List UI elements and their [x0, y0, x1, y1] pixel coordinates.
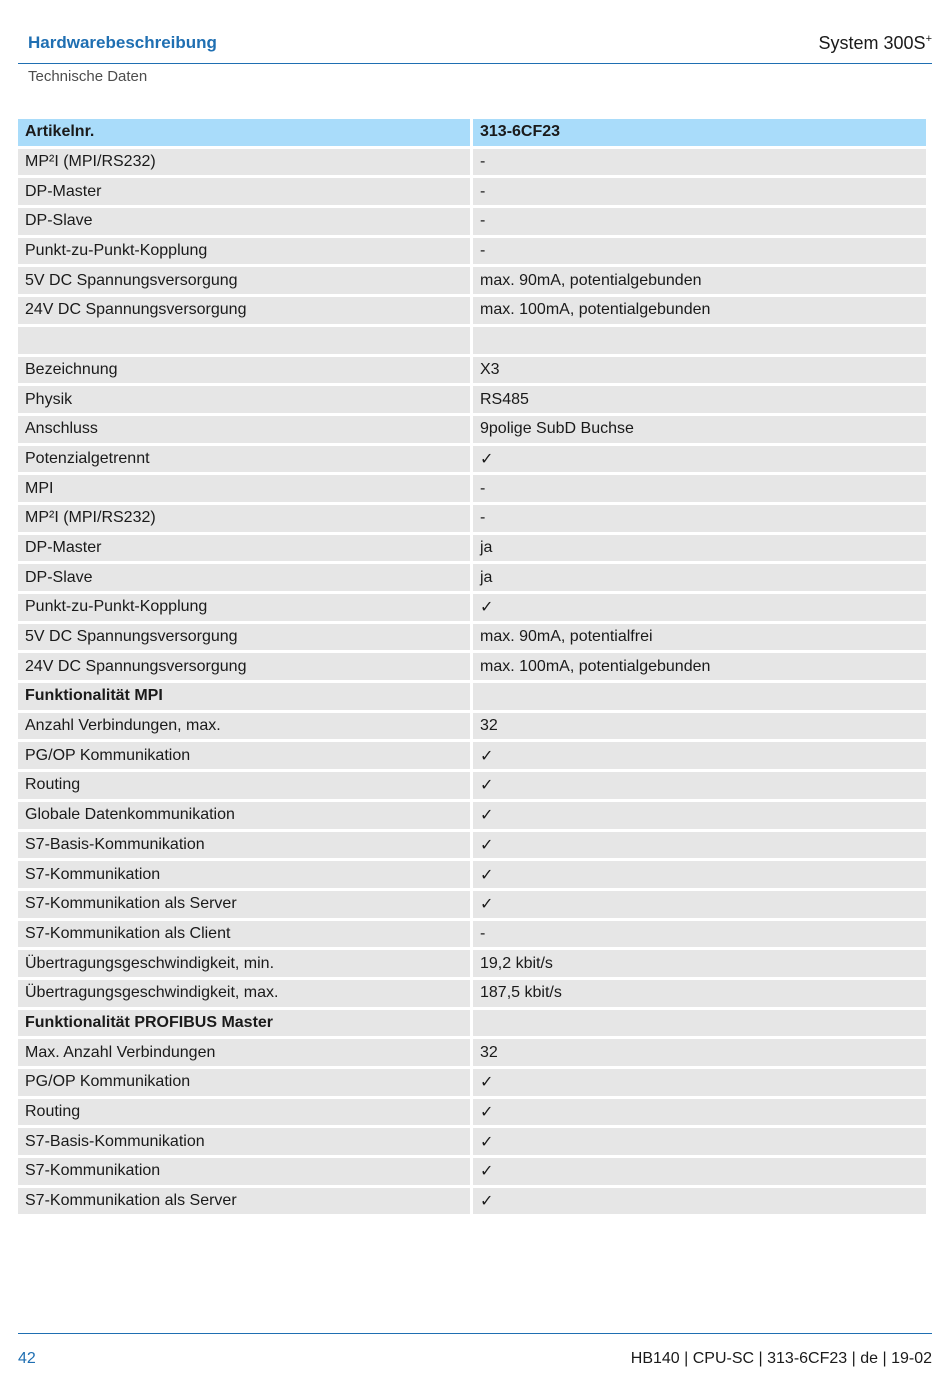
table-row: [18, 891, 926, 918]
table-row: [18, 535, 926, 562]
row-label: Max. Anzahl Verbindungen: [18, 1039, 470, 1066]
checkmark-icon: ✓: [473, 772, 926, 799]
table-row: [18, 653, 926, 680]
row-value: max. 90mA, potentialfrei: [473, 624, 926, 651]
row-value: -: [473, 208, 926, 235]
footer-divider: [18, 1333, 932, 1334]
row-label: 5V DC Spannungsversorgung: [18, 267, 470, 294]
row-value: -: [473, 149, 926, 176]
table-row: [18, 1188, 926, 1215]
table-row: [18, 1128, 926, 1155]
row-label: Übertragungsgeschwindigkeit, max.: [18, 980, 470, 1007]
table-row: [18, 1039, 926, 1066]
row-label: Physik: [18, 386, 470, 413]
table-row: [18, 505, 926, 532]
row-value: 32: [473, 1039, 926, 1066]
table-row: [18, 386, 926, 413]
table-row: [18, 1158, 926, 1185]
row-value: [473, 327, 926, 354]
row-value: 19,2 kbit/s: [473, 950, 926, 977]
table-row: [18, 802, 926, 829]
row-value: -: [473, 505, 926, 532]
row-value: -: [473, 475, 926, 502]
row-label: Funktionalität MPI: [18, 683, 470, 710]
row-label: DP-Slave: [18, 564, 470, 591]
checkmark-icon: ✓: [473, 594, 926, 621]
page-number: 42: [18, 1350, 36, 1367]
table-row: [18, 1010, 926, 1037]
system-name: System 300S: [818, 33, 926, 53]
table-row: [18, 267, 926, 294]
row-label: DP-Master: [18, 535, 470, 562]
row-label: S7-Kommunikation: [18, 1158, 470, 1185]
row-label: [18, 327, 470, 354]
table-row: [18, 980, 926, 1007]
checkmark-icon: ✓: [473, 891, 926, 918]
row-value: ja: [473, 564, 926, 591]
row-label: Globale Datenkommunikation: [18, 802, 470, 829]
checkmark-icon: ✓: [473, 742, 926, 769]
table-row: [18, 149, 926, 176]
row-value: max. 90mA, potentialgebunden: [473, 267, 926, 294]
row-label: Routing: [18, 1099, 470, 1126]
page-subtitle: Technische Daten: [28, 68, 148, 85]
row-value: 187,5 kbit/s: [473, 980, 926, 1007]
table-row: [18, 742, 926, 769]
header-cell-label: Artikelnr.: [18, 119, 470, 146]
row-label: MPI: [18, 475, 470, 502]
checkmark-icon: ✓: [473, 861, 926, 888]
system-superscript: +: [925, 33, 932, 45]
checkmark-icon: ✓: [473, 1099, 926, 1126]
table-row: [18, 624, 926, 651]
table-row: [18, 475, 926, 502]
row-label: S7-Basis-Kommunikation: [18, 1128, 470, 1155]
row-value: [473, 683, 926, 710]
row-label: 24V DC Spannungsversorgung: [18, 653, 470, 680]
table-row: [18, 1069, 926, 1096]
row-value: -: [473, 178, 926, 205]
table-row: [18, 861, 926, 888]
row-value: RS485: [473, 386, 926, 413]
table-row: [18, 832, 926, 859]
row-label: PG/OP Kommunikation: [18, 1069, 470, 1096]
table-row: [18, 772, 926, 799]
table-row: [18, 950, 926, 977]
table-row: [18, 208, 926, 235]
table-row: [18, 238, 926, 265]
row-label: Funktionalität PROFIBUS Master: [18, 1010, 470, 1037]
checkmark-icon: ✓: [473, 1158, 926, 1185]
header-divider: [18, 63, 932, 64]
row-label: S7-Basis-Kommunikation: [18, 832, 470, 859]
row-value: X3: [473, 357, 926, 384]
row-label: Routing: [18, 772, 470, 799]
row-label: S7-Kommunikation: [18, 861, 470, 888]
checkmark-icon: ✓: [473, 832, 926, 859]
table-row: [18, 327, 926, 354]
row-label: 24V DC Spannungsversorgung: [18, 297, 470, 324]
section-title: Hardwarebeschreibung: [28, 33, 217, 52]
row-label: S7-Kommunikation als Server: [18, 891, 470, 918]
table-row: [18, 921, 926, 948]
row-label: DP-Slave: [18, 208, 470, 235]
system-title: [819, 33, 933, 54]
row-value: -: [473, 921, 926, 948]
table-header-row: [18, 119, 926, 146]
table-row: [18, 713, 926, 740]
row-label: Bezeichnung: [18, 357, 470, 384]
row-label: DP-Master: [18, 178, 470, 205]
table-row: [18, 297, 926, 324]
row-label: Übertragungsgeschwindigkeit, min.: [18, 950, 470, 977]
table-row: [18, 416, 926, 443]
row-label: MP²I (MPI/RS232): [18, 505, 470, 532]
row-label: Punkt-zu-Punkt-Kopplung: [18, 238, 470, 265]
row-value: -: [473, 238, 926, 265]
row-label: 5V DC Spannungsversorgung: [18, 624, 470, 651]
table-row: [18, 683, 926, 710]
row-value: 32: [473, 713, 926, 740]
table-row: [18, 178, 926, 205]
row-label: Anzahl Verbindungen, max.: [18, 713, 470, 740]
header-cell-value: 313-6CF23: [473, 119, 926, 146]
table-row: [18, 594, 926, 621]
table-row: [18, 564, 926, 591]
row-label: Anschluss: [18, 416, 470, 443]
row-value: [473, 1010, 926, 1037]
checkmark-icon: ✓: [473, 1188, 926, 1215]
table-row: [18, 446, 926, 473]
table-row: [18, 357, 926, 384]
row-label: MP²I (MPI/RS232): [18, 149, 470, 176]
row-value: 9polige SubD Buchse: [473, 416, 926, 443]
spec-table: [15, 116, 929, 1217]
checkmark-icon: ✓: [473, 446, 926, 473]
checkmark-icon: ✓: [473, 1069, 926, 1096]
row-label: Potenzialgetrennt: [18, 446, 470, 473]
row-value: max. 100mA, potentialgebunden: [473, 297, 926, 324]
row-value: max. 100mA, potentialgebunden: [473, 653, 926, 680]
checkmark-icon: ✓: [473, 802, 926, 829]
row-label: S7-Kommunikation als Client: [18, 921, 470, 948]
row-label: PG/OP Kommunikation: [18, 742, 470, 769]
row-label: Punkt-zu-Punkt-Kopplung: [18, 594, 470, 621]
row-value: ja: [473, 535, 926, 562]
document-info: HB140 | CPU-SC | 313-6CF23 | de | 19-02: [630, 1350, 932, 1367]
table-row: [18, 1099, 926, 1126]
row-label: S7-Kommunikation als Server: [18, 1188, 470, 1215]
checkmark-icon: ✓: [473, 1128, 926, 1155]
